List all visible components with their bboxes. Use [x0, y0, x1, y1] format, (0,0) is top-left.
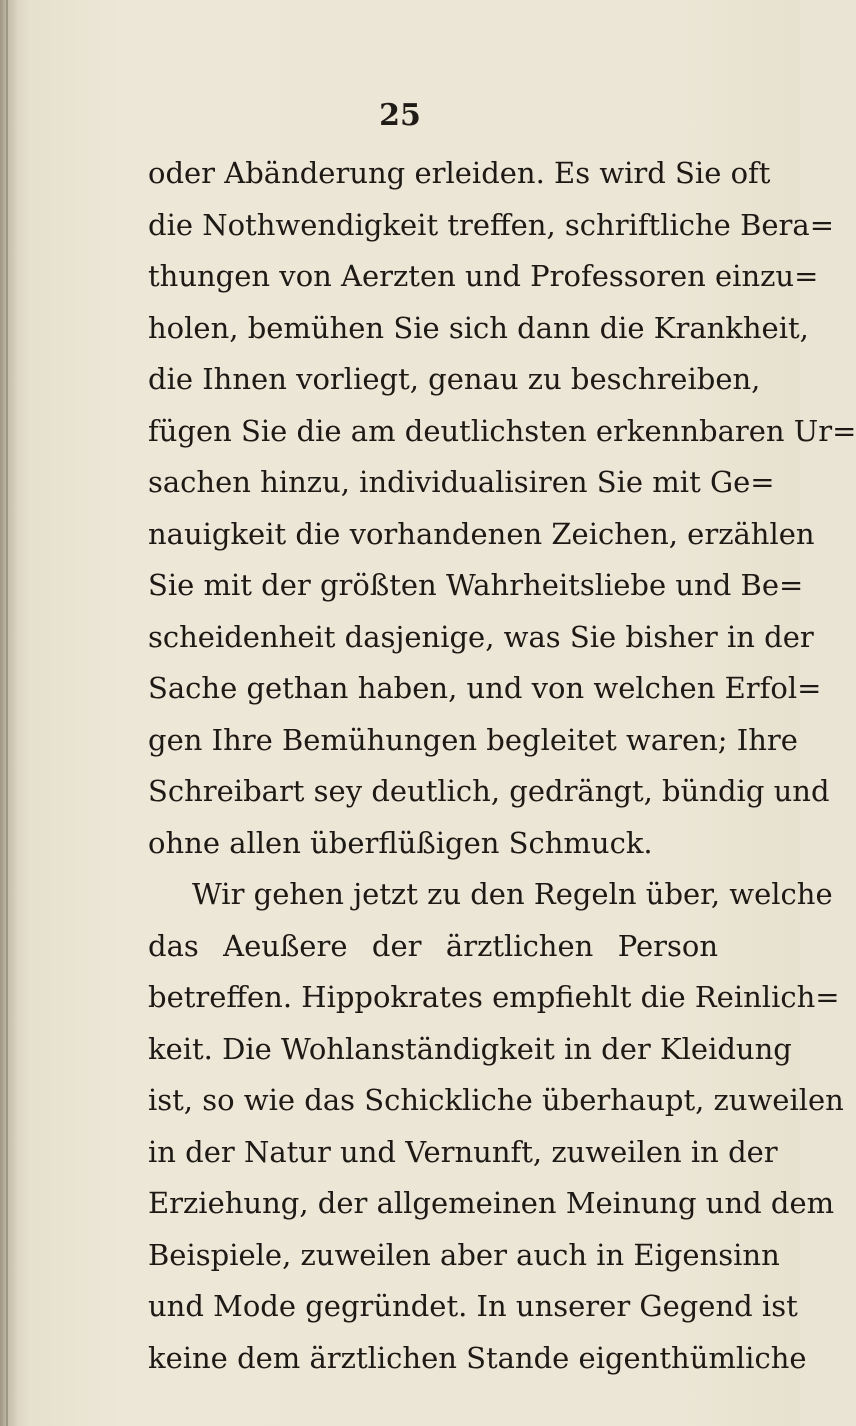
text-line: Sache gethan haben, und von welchen Erfol=: [148, 671, 822, 705]
text-line-spaced-emphasis: das Aeußere der ärztlichen Person: [148, 928, 718, 963]
text-line: holen, bemühen Sie sich dann die Krankheit,: [148, 310, 809, 345]
text-line: keit. Die Wohlanständigkeit in der Kleidung: [148, 1031, 792, 1066]
text-line: keine dem ärztlichen Stande eigenthümliche: [148, 1340, 807, 1375]
text-line: betreffen. Hippokrates empfiehlt die Reinlich=: [148, 980, 840, 1014]
text-line-paragraph-end: ohne allen überflüßigen Schmuck.: [148, 825, 653, 860]
text-line: die Ihnen vorliegt, genau zu beschreiben,: [148, 362, 761, 396]
text-line: gen Ihre Bemühungen begleitet waren; Ihre: [148, 722, 798, 757]
text-line: fügen Sie die am deutlichsten erkennbaren Ur=: [148, 413, 856, 448]
text-line-paragraph-start: Wir gehen jetzt zu den Regeln über, welche: [192, 877, 833, 911]
text-line: Beispiele, zuweilen aber auch in Eigensinn: [148, 1237, 780, 1272]
text-line: und Mode gegründet. In unserer Gegend ist: [148, 1289, 798, 1323]
page-gutter-shadow: [0, 0, 18, 1426]
text-line: in der Natur und Vernunft, zuweilen in der: [148, 1134, 778, 1169]
text-line: nauigkeit die vorhandenen Zeichen, erzählen: [148, 516, 815, 551]
text-line: thungen von Aerzten und Professoren einzu=: [148, 259, 819, 293]
text-line: Schreibart sey deutlich, gedrängt, bündig und: [148, 774, 830, 808]
text-line: Sie mit der größten Wahrheitsliebe und Be=: [148, 568, 804, 602]
text-line: ist, so wie das Schickliche überhaupt, zuweilen: [148, 1083, 844, 1117]
text-line: sachen hinzu, individualisiren Sie mit Ge=: [148, 465, 775, 499]
text-line: scheidenheit dasjenige, was Sie bisher in der: [148, 619, 814, 654]
text-line: Erziehung, der allgemeinen Meinung und dem: [148, 1186, 835, 1220]
body-text: [148, 148, 856, 1384]
page-number: 25: [379, 98, 421, 133]
text-line: die Nothwendigkeit treffen, schriftliche Bera=: [148, 207, 834, 242]
binding-fold-line: [6, 0, 8, 1426]
text-line: oder Abänderung erleiden. Es wird Sie oft: [148, 156, 771, 190]
